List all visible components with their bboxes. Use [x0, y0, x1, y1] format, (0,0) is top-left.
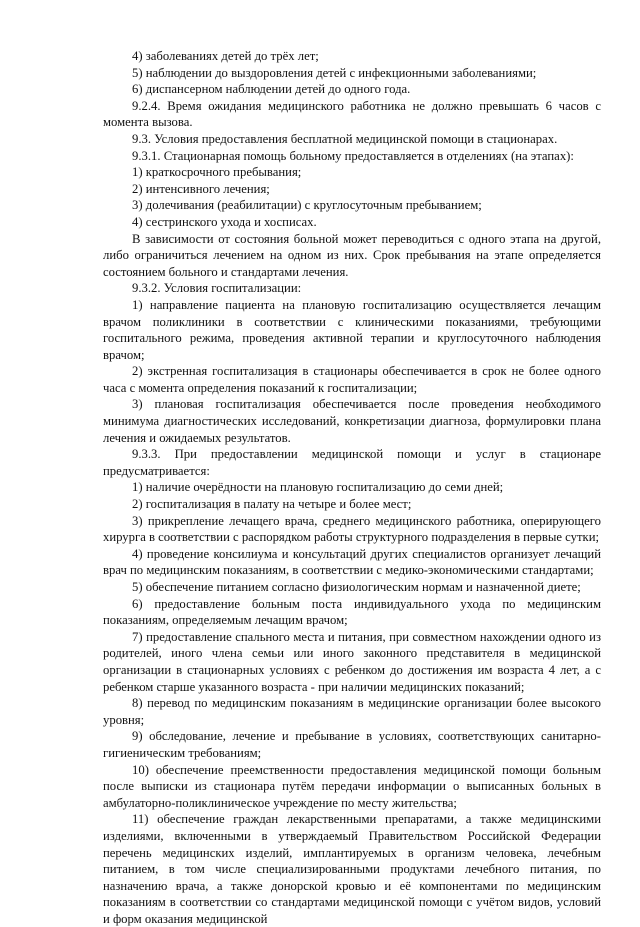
- paragraph: 10) обеспечение преемственности предоставления медицинской помощи больным после выписки из стационара путём передачи информации о выписанных больных в амбулаторно-поликлиническое учреждение по месту жительства;: [103, 762, 601, 810]
- paragraph: 1) направление пациента на плановую госпитализацию осуществляется лечащим врачом поликлиники в соответствии с клиническими показаниями, требующими госпитального режима, проведения активной терапии и круглосуточного наблюдения врачом;: [103, 297, 601, 362]
- paragraph: 4) сестринского ухода и хосписах.: [132, 214, 317, 229]
- paragraph: 1) наличие очерёдности на плановую госпитализацию до семи дней;: [132, 480, 504, 495]
- paragraph: 7) предоставление спального места и питания, при совместном нахождении одного из родителей, иного члена семьи или иного законного представителя в медицинской организации в стационарных условиях с ребенком до достижения им возраста 4 лет, а с ребенком старше указанного возраста - при наличии медицинских показаний;: [103, 629, 601, 694]
- paragraph: 9) обследование, лечение и пребывание в условиях, соответствующих санитарно-гигиеническим требованиям;: [103, 729, 601, 760]
- paragraph: 5) наблюдении до выздоровления детей с инфекционными заболеваниями;: [132, 65, 537, 80]
- paragraph: 4) заболеваниях детей до трёх лет;: [132, 49, 319, 63]
- document-body: [103, 48, 601, 927]
- paragraph: 9.3.1. Стационарная помощь больному предоставляется в отделениях (на этапах):: [132, 148, 574, 163]
- paragraph: В зависимости от состояния больной может переводиться с одного этапа на другой, либо ограничиться лечением на одном из них. Срок пребывания на этапе определяется состоянием больного и стандартами лечения.: [103, 231, 601, 279]
- paragraph: 3) плановая госпитализация обеспечивается после проведения необходимого минимума диагностических исследований, конкретизации диагноза, формулировки плана лечения и ожидаемых результатов.: [103, 397, 601, 445]
- paragraph: 2) экстренная госпитализация в стационары обеспечивается в срок не более одного часа с момента определения показаний к госпитализации;: [103, 364, 601, 395]
- paragraph: 11) обеспечение граждан лекарственными препаратами, а также медицинскими изделиями, включенными в утверждаемый Правительством Российской Федерации перечень медицинских изделий, имплантируемых в организм человека, лечебным питанием, в том числе специализированными продуктами лечебного питания, по назначению врача, а также донорской кровью и её компонентами по медицинским показаниям в соответствии со стандартами медицинской помощи с учётом видов, условий и форм оказания медицинской: [103, 812, 601, 926]
- paragraph: 5) обеспечение питанием согласно физиологическим нормам и назначенной диете;: [132, 580, 581, 594]
- paragraph: 2) госпитализация в палату на четыре и более мест;: [132, 497, 412, 512]
- paragraph: 4) проведение консилиума и консультаций других специалистов организует лечащий врач по медицинским показаниям, в соответствии с медико-экономическими стандартами;: [103, 546, 601, 578]
- paragraph: 3) прикрепление лечащего врача, среднего медицинского работника, оперирующего хирурга в соответствии с распорядком работы структурного подразделения в первые сутки;: [103, 513, 601, 545]
- section-heading: 9.3. Условия предоставления бесплатной медицинской помощи в стационарах.: [132, 131, 558, 146]
- paragraph: 6) предоставление больным поста индивидуального ухода по медицинским показаниям, определяемым лечащим врачом;: [103, 596, 601, 628]
- paragraph: 9.2.4. Время ожидания медицинского работника не должно превышать 6 часов с момента вызова.: [103, 98, 601, 130]
- paragraph: 9.3.2. Условия госпитализации:: [132, 281, 302, 296]
- paragraph: 9.3.3. При предоставлении медицинской помощи и услуг в стационаре предусматривается:: [103, 447, 601, 478]
- paragraph: 6) диспансерном наблюдении детей до одного года.: [132, 82, 411, 97]
- paragraph: 2) интенсивного лечения;: [132, 181, 270, 196]
- paragraph: 8) перевод по медицинским показаниям в медицинские организации более высокого уровня;: [103, 696, 601, 727]
- paragraph: 1) краткосрочного пребывания;: [132, 165, 302, 180]
- paragraph: 3) долечивания (реабилитации) с круглосуточным пребыванием;: [132, 198, 482, 213]
